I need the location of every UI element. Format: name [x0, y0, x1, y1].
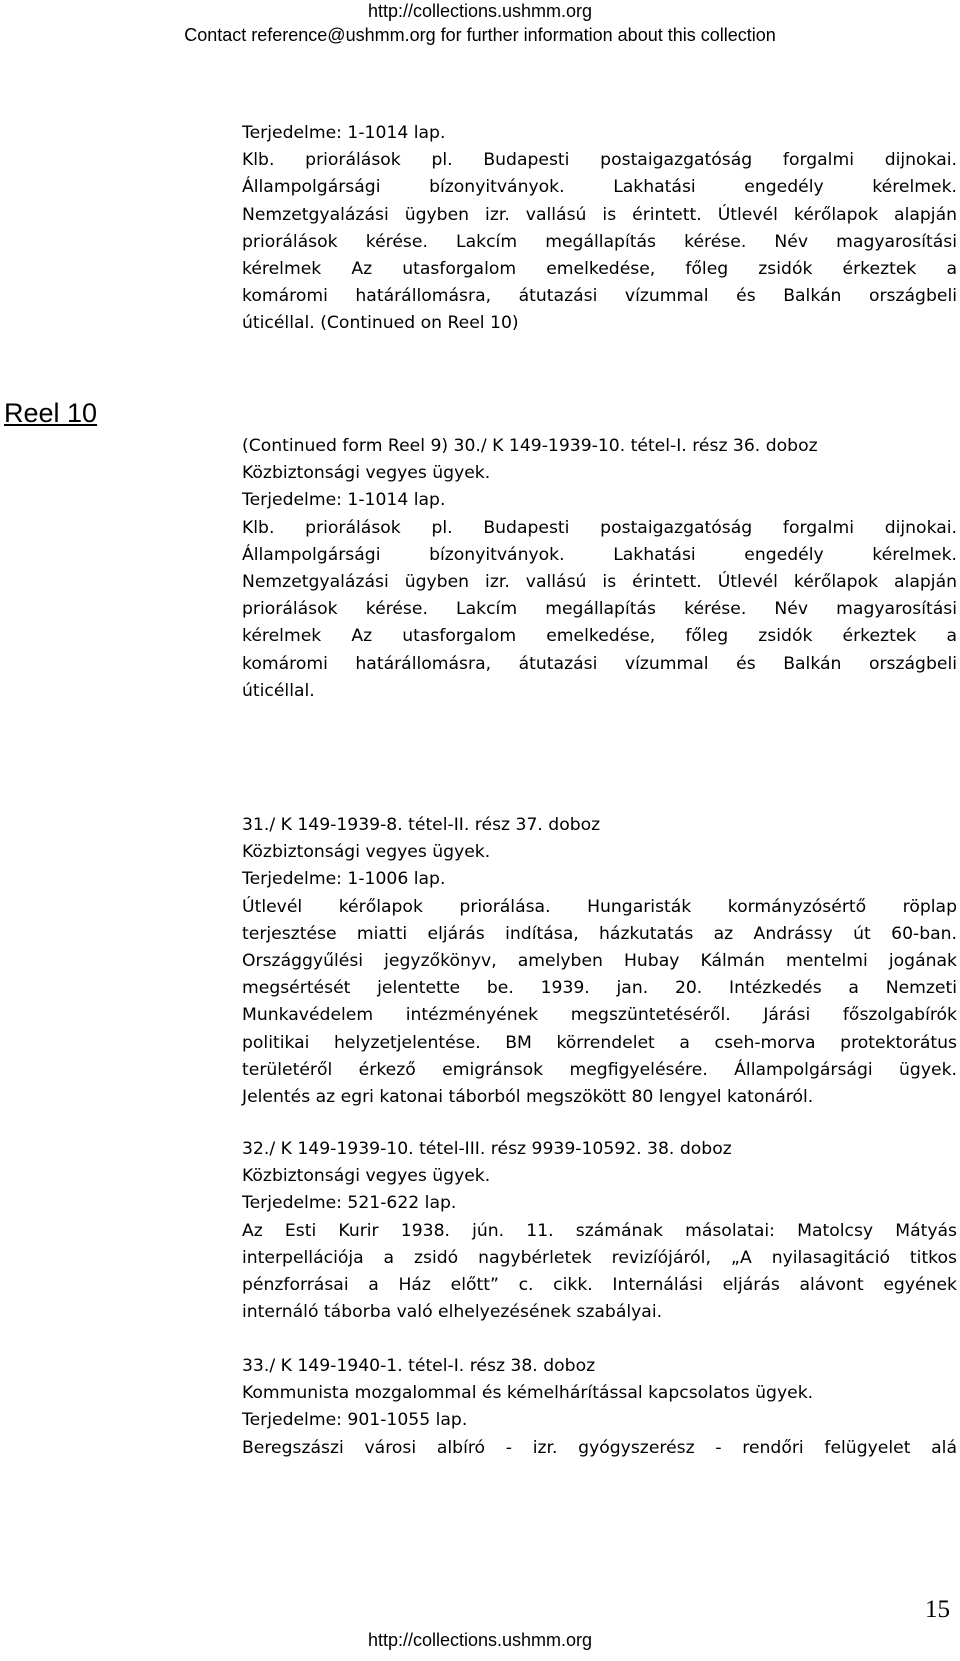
entry-line: Terjedelme: 901-1055 lap.	[242, 1410, 468, 1431]
entry-line: 31./ K 149-1939-8. tétel-II. rész 37. doboz	[242, 815, 601, 835]
entry-line: Klb. priorálások pl. Budapesti postaigazgatóság forgalmi dijnokai.	[242, 150, 957, 171]
entry-line: Közbiztonsági vegyes ügyek.	[242, 842, 491, 863]
entry-line: priorálások kérése. Lakcím megállapítás kérése. Név magyarosítási	[242, 231, 957, 252]
entry-line: Nemzetgyalázási ügyben izr. vallású is érintett. Útlevél kérőlapok alapján	[242, 572, 957, 593]
entry-line: 33./ K 149-1940-1. tétel-I. rész 38. doboz	[242, 1356, 596, 1376]
footer-url[interactable]: http://collections.ushmm.org	[367, 1630, 593, 1650]
entry-line: kérelmek Az utasforgalom emelkedése, főleg zsidók érkeztek a	[242, 626, 957, 647]
header-url[interactable]: http://collections.ushmm.org	[367, 1, 593, 21]
entry-line: Az Esti Kurir 1938. jún. 11. számának másolatai: Matolcsy Mátyás	[242, 1220, 957, 1241]
entry-line: úticéllal. (Continued on Reel 10)	[242, 313, 519, 334]
entry-30-continued	[242, 120, 957, 338]
entry-line: Klb. priorálások pl. Budapesti postaigazgatóság forgalmi dijnokai.	[242, 517, 957, 538]
entry-line: interpellációja a zsidó nagybérletek revizíójáról, „A nyilasagitáció titkos	[242, 1247, 957, 1268]
entry-line: komáromi határállomásra, átutazási vízummal és Balkán országbeli	[242, 286, 957, 307]
entry-line: területéről érkező emigránsok megfigyelésére. Állampolgársági ügyek.	[242, 1059, 957, 1080]
entry-line: priorálások kérése. Lakcím megállapítás kérése. Név magyarosítási	[242, 599, 957, 620]
entry-line: Állampolgársági bízonyitványok. Lakhatási engedély kérelmek.	[242, 544, 957, 565]
header-contact: Contact reference@ushmm.org for further information about this collection	[184, 25, 776, 45]
entry-line: Közbiztonsági vegyes ügyek.	[242, 1166, 491, 1187]
entry-line: Terjedelme: 521-622 lap.	[242, 1193, 457, 1214]
entry-line: Útlevél kérőlapok priorálása. Hungaristák kormányzósértő röplap	[242, 896, 957, 917]
entry-line: kérelmek Az utasforgalom emelkedése, főleg zsidók érkeztek a	[242, 259, 957, 280]
entry-line: pénzforrásai a Ház előtt” c. cikk. Internálási eljárás alávont egyének	[242, 1275, 957, 1296]
entry-line: 32./ K 149-1939-10. tétel-III. rész 9939-10592. 38. doboz	[242, 1139, 732, 1159]
entry-line: Terjedelme: 1-1014 lap.	[242, 123, 446, 143]
entry-33	[242, 1353, 957, 1462]
entry-line: Állampolgársági bízonyitványok. Lakhatási engedély kérelmek.	[242, 177, 957, 198]
entry-line: internáló táborba való elhelyezésének szabályai.	[242, 1302, 663, 1323]
entry-31	[242, 812, 957, 1111]
entry-line: komáromi határállomásra, átutazási vízummal és Balkán országbeli	[242, 653, 957, 674]
entry-32	[242, 1136, 957, 1326]
entry-line: terjesztése miatti eljárás indítása, házkutatás az Andrássy út 60-ban.	[242, 923, 957, 944]
entry-line: Terjedelme: 1-1006 lap.	[242, 869, 446, 890]
entry-line: Közbiztonsági vegyes ügyek.	[242, 463, 491, 484]
entry-line: Kommunista mozgalommal és kémelhárítással kapcsolatos ügyek.	[242, 1383, 814, 1404]
reel-label: Reel 10	[4, 398, 98, 428]
entry-line: Nemzetgyalázási ügyben izr. vallású is érintett. Útlevél kérőlapok alapján	[242, 204, 957, 225]
entry-line: úticéllal.	[242, 680, 315, 701]
entry-line: Országgyűlési jegyzőkönyv, amelyben Hubay Kálmán mentelmi jogának	[242, 951, 957, 972]
entry-line: megsértését jelentette be. 1939. jan. 20. Intézkedés a Nemzeti	[242, 978, 957, 999]
entry-line: Beregszászi városi albíró - izr. gyógyszerész - rendőri felügyelet alá	[242, 1437, 957, 1458]
entry-line: (Continued form Reel 9) 30./ K 149-1939-10. tétel-I. rész 36. doboz	[242, 436, 818, 456]
entry-30	[242, 433, 957, 705]
page-number: 15	[925, 1596, 950, 1623]
entry-line: politikai helyzetjelentése. BM körrendelet a cseh-morva protektorátus	[242, 1032, 957, 1053]
entry-line: Terjedelme: 1-1014 lap.	[242, 490, 446, 511]
entry-line: Munkavédelem intézményének megszüntetéséről. Járási főszolgabírók	[242, 1005, 957, 1026]
entry-line: Jelentés az egri katonai táborból megszökött 80 lengyel katonáról.	[242, 1087, 814, 1108]
